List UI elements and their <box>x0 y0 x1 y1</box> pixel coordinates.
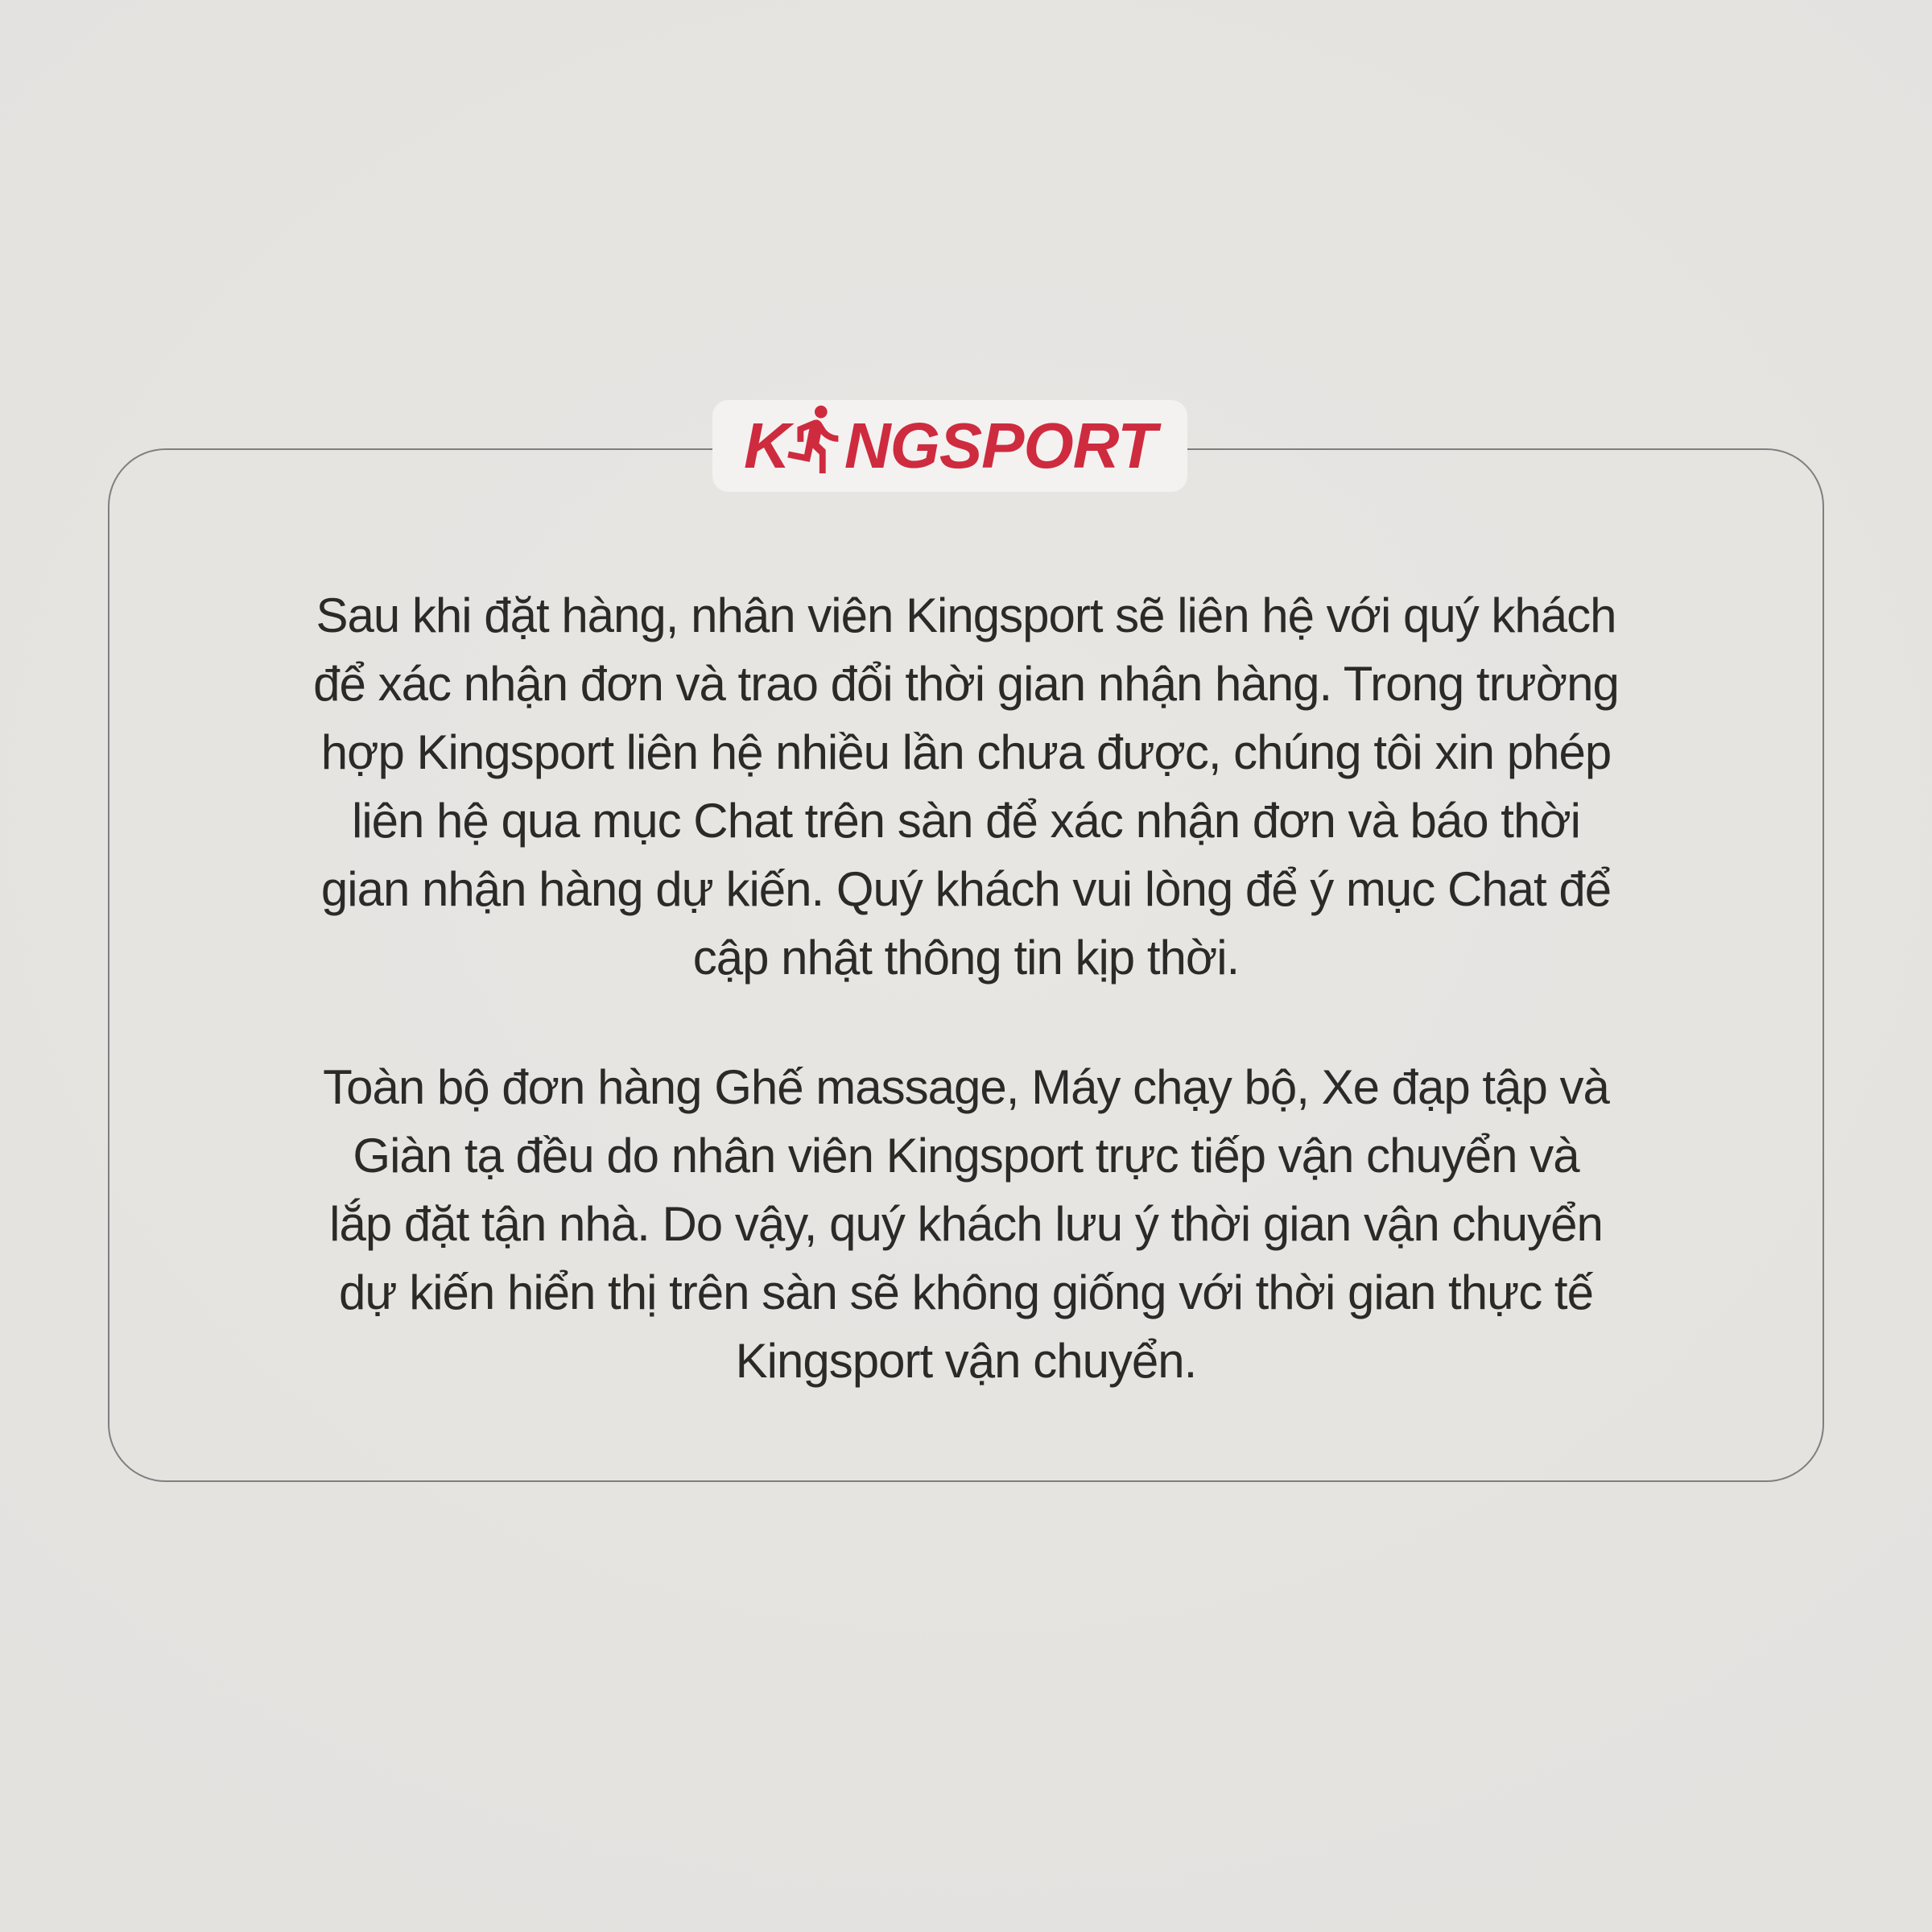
text-line: liên hệ qua mục Chat trên sàn để xác nhận đơn và báo thời <box>351 794 1581 848</box>
text-line: Sau khi đặt hàng, nhân viên Kingsport sẽ liên hệ với quý khách <box>316 588 1616 642</box>
text-line: dự kiến hiển thị trên sàn sẽ không giống với thời gian thực tế <box>339 1265 1593 1319</box>
notice-paragraph-2 <box>109 1053 1823 1395</box>
logo-panel <box>712 400 1187 492</box>
text-line: Toàn bộ đơn hàng Ghế massage, Máy chạy bộ, Xe đạp tập và <box>323 1060 1609 1114</box>
text-line: gian nhận hàng dự kiến. Quý khách vui lòng để ý mục Chat để <box>320 862 1612 916</box>
notice-text <box>109 450 1823 1395</box>
text-line: lắp đặt tận nhà. Do vậy, quý khách lưu ý thời gian vận chuyển <box>329 1197 1603 1251</box>
logo-text-k: K <box>744 410 790 481</box>
notice-card <box>108 448 1824 1482</box>
notice-paragraph-1 <box>109 581 1823 992</box>
text-line: Kingsport vận chuyển. <box>735 1334 1197 1388</box>
kingsport-logo <box>744 410 1156 481</box>
text-line: hợp Kingsport liên hệ nhiều lần chưa được, chúng tôi xin phép <box>320 725 1612 779</box>
logo-text-ngsport: NGSPORT <box>844 410 1156 481</box>
text-line: để xác nhận đơn và trao đổi thời gian nhận hàng. Trong trường <box>313 657 1619 711</box>
text-line: Giàn tạ đều do nhân viên Kingsport trực tiếp vận chuyển và <box>353 1129 1579 1183</box>
running-man-icon <box>778 401 854 477</box>
text-line: cập nhật thông tin kịp thời. <box>692 931 1240 985</box>
